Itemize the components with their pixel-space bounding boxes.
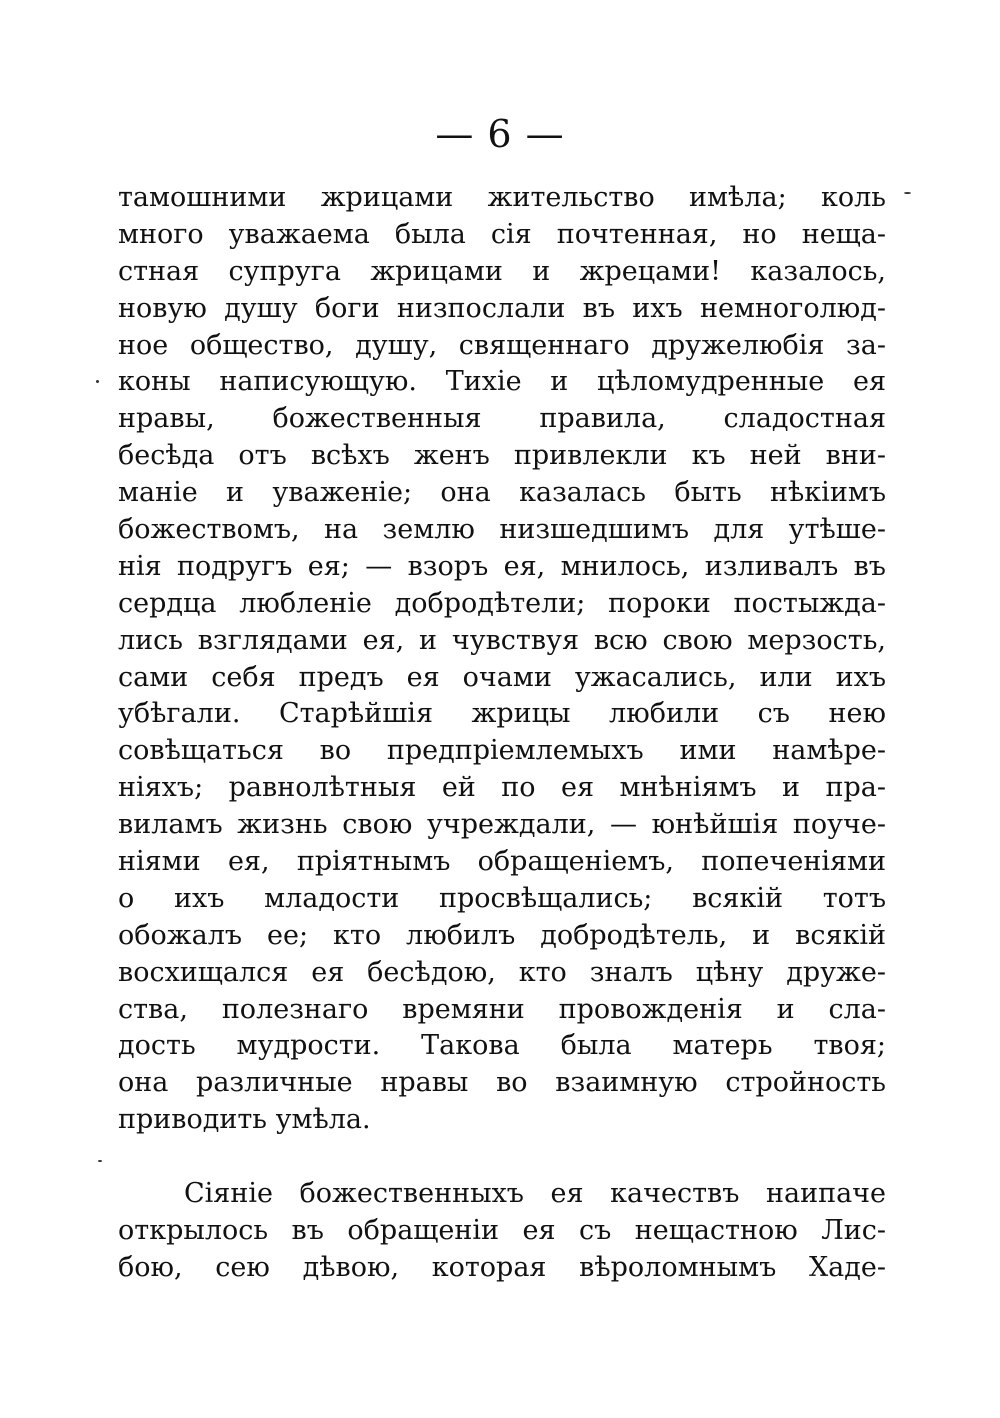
paragraph-1 bbox=[118, 180, 886, 1139]
text-line-last: приводить умѣла. bbox=[118, 1104, 371, 1136]
text-line: сердца любленіе добродѣтели; пороки постыжда- bbox=[118, 587, 886, 619]
text-line: совѣщаться во предпріемлемыхъ ими намѣре- bbox=[118, 735, 886, 767]
text-line: обожалъ ее; кто любилъ добродѣтель, и всякій bbox=[118, 919, 886, 951]
print-speck bbox=[98, 1160, 102, 1162]
print-speck bbox=[96, 380, 99, 383]
paragraph-2 bbox=[118, 1176, 886, 1287]
text-line: коны написующую. Тихіе и цѣломудренные ея bbox=[118, 366, 886, 398]
text-line: о ихъ младости просвѣщались; всякій тотъ bbox=[118, 882, 886, 914]
text-line: открылось въ обращеніи ея съ нещастною Лис- bbox=[118, 1214, 886, 1246]
text-line: сами себя предъ ея очами ужасались, или ихъ bbox=[118, 661, 886, 693]
text-line: нія подругъ ея; — взоръ ея, мнилось, изливалъ въ bbox=[118, 550, 886, 582]
text-line: лись взглядами ея, и чувствуя всю свою мерзость, bbox=[118, 624, 886, 656]
text-line: ніяхъ; равнолѣтныя ей по ея мнѣніямъ и пра- bbox=[118, 772, 886, 804]
text-line: нравы, божественныя правила, сладостная bbox=[118, 403, 886, 435]
text-line: виламъ жизнь свою учреждали, — юнѣйшія поуче- bbox=[118, 809, 886, 841]
text-line: бесѣда отъ всѣхъ женъ привлекли къ ней вни- bbox=[118, 440, 886, 472]
text-line: она различные нравы во взаимную стройность bbox=[118, 1067, 886, 1099]
text-line: новую душу боги низпослали въ ихъ немноголюд- bbox=[118, 292, 886, 324]
text-line: убѣгали. Старѣйшія жрицы любили съ нею bbox=[118, 698, 886, 730]
text-line: дость мудрости. Такова была матерь твоя; bbox=[118, 1030, 886, 1062]
page-number: — 6 — bbox=[435, 112, 565, 156]
print-speck bbox=[904, 192, 911, 194]
text-line: тамошними жрицами жительство имѣла; коль bbox=[118, 182, 886, 213]
text-line-indented: Сіяніе божественныхъ ея качествъ наипаче bbox=[184, 1178, 886, 1209]
text-line: много уважаема была сія почтенная, но нещa- bbox=[118, 218, 886, 250]
text-line: ное общество, душу, священнаго дружелюбія за- bbox=[118, 329, 886, 361]
text-line: ства, полезнаго времяни провожденія и сла- bbox=[118, 993, 886, 1025]
text-line: восхищался ея бесѣдою, кто зналъ цѣну друже- bbox=[118, 956, 886, 988]
text-line: маніе и уваженіе; она казалась быть нѣкіимъ bbox=[118, 477, 886, 509]
text-line: божествомъ, на землю низшедшимъ для утѣше- bbox=[118, 514, 886, 546]
text-line: ніями ея, пріятнымъ обращеніемъ, попеченіями bbox=[118, 846, 886, 878]
text-line: стная супруга жрицами и жрецами! казалось, bbox=[118, 255, 886, 287]
text-line: бою, сею дѣвою, которая вѣроломнымъ Хаде- bbox=[118, 1251, 886, 1283]
